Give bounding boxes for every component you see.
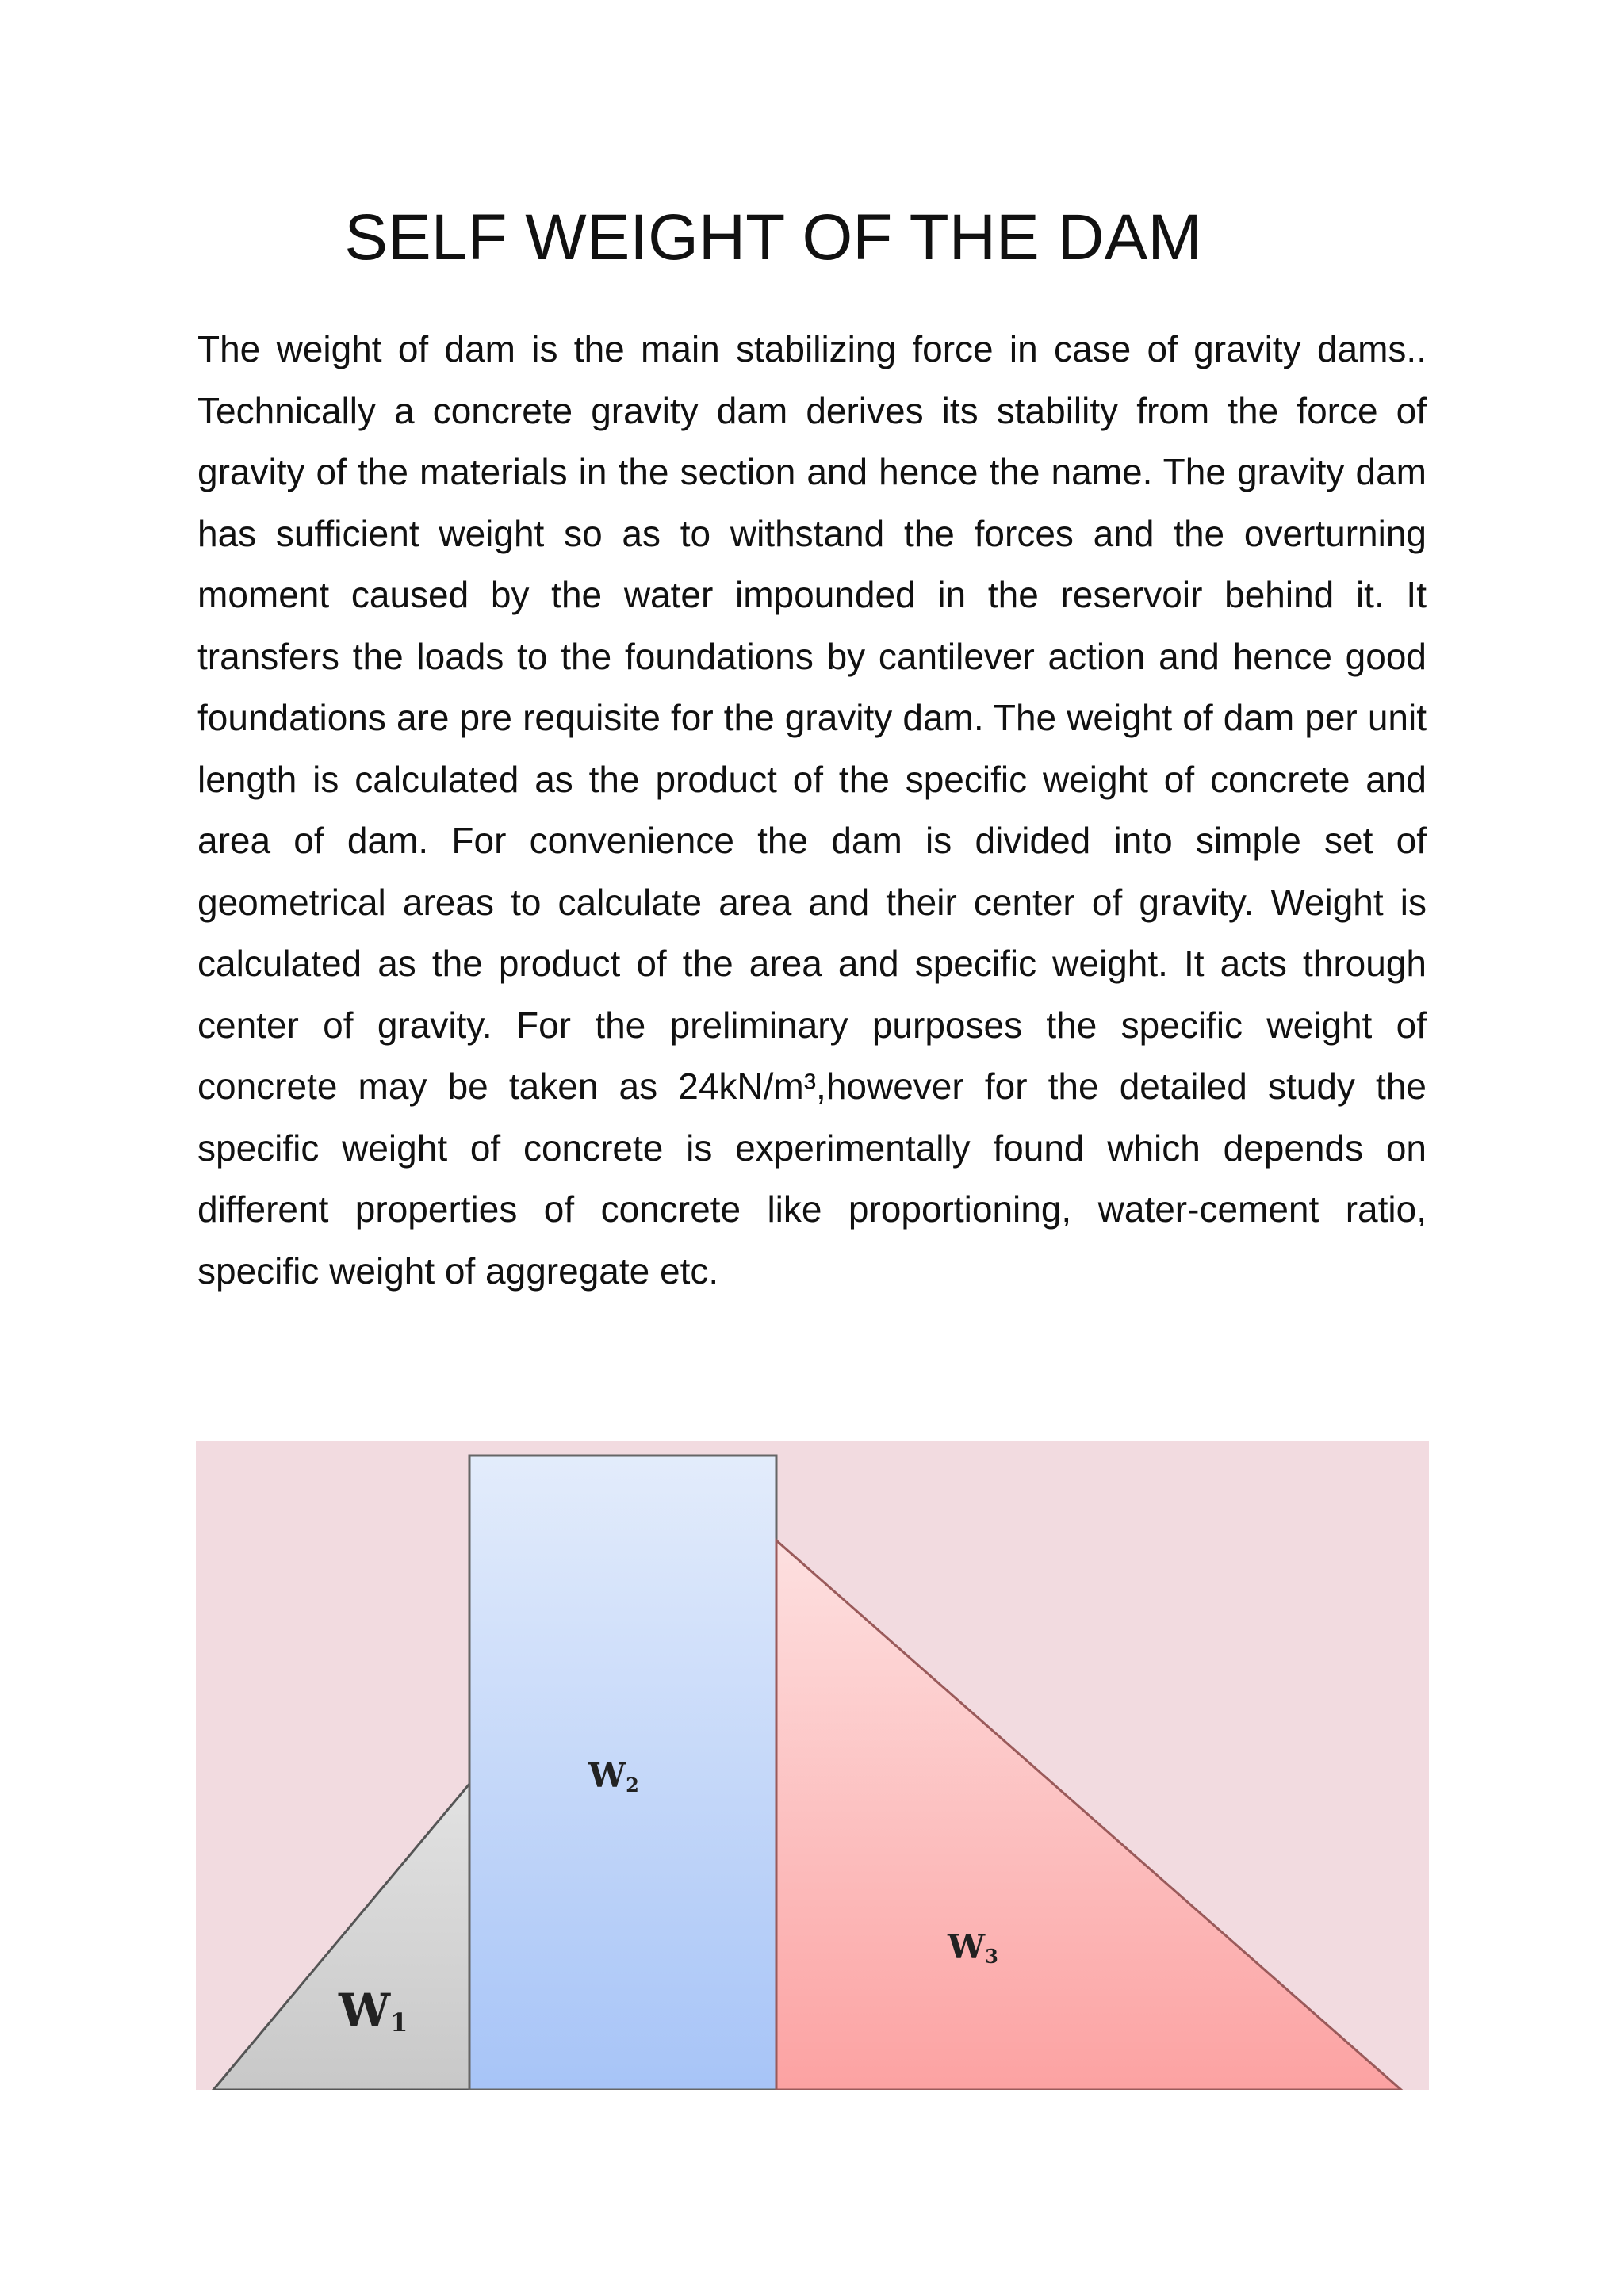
body-paragraph: The weight of dam is the main stabilizing force in case of gravity dams.. Technically a concrete gravity dam derives its stability from the force of gravity of the materials in the section and hence the name. The gravity dam has sufficient weight so as to withstand the forces and the overturning moment caused by the water impounded in the reservoir behind it. It transfers the loads to the foundations by cantilever action and hence good foundations are pre requisite for the gravity dam. The weight of dam per unit length is calculated as the product of the specific weight of concrete and area of dam. For convenience the dam is divided into simple set of geometrical areas to calculate area and their center of gravity. Weight is calculated as the product of the area and specific weight. It acts through center of gravity. For the preliminary purposes the specific weight of concrete may be taken as 24kN/m³,however for the detailed study the specific weight of concrete is experimentally found which depends on different properties of concrete like proportioning, water-cement ratio, specific weight of aggregate etc. (197, 328, 1427, 1292)
w3-label: W3 (948, 1927, 998, 1968)
dam-section-diagram (196, 1441, 1429, 2090)
w2-label: W2 (588, 1756, 639, 1797)
dam-section-figure (196, 1441, 1429, 2090)
w1-label: W1 (339, 1984, 408, 2038)
page-title: SELF WEIGHT OF THE DAM (344, 201, 1202, 274)
